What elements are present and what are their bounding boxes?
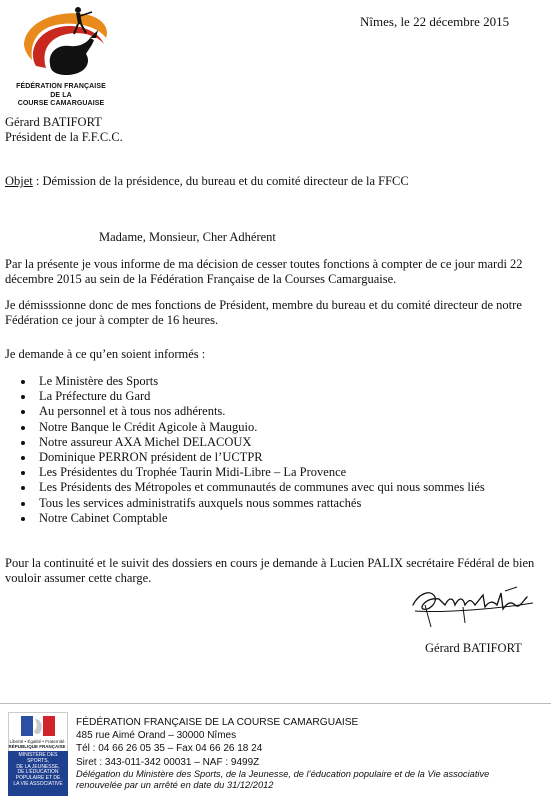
ministry-republic <box>8 739 66 749</box>
list-item: La Préfecture du Gard <box>21 389 485 404</box>
ministry-republic-text: RÉPUBLIQUE FRANÇAISE <box>8 744 66 749</box>
paragraph-inform: Je demande à ce qu’en soient informés : <box>5 347 206 361</box>
footer-delegation: Délégation du Ministère des Sports, de la Jeunesse, de l’éducation populaire et de la Vie associative <box>76 768 490 779</box>
list-item: Notre Banque le Crédit Agicole à Mauguio. <box>21 420 485 435</box>
list-item: Les Présidents des Métropoles et communautés de communes avec qui nous sommes liés <box>21 480 485 495</box>
recipients-list <box>21 374 485 526</box>
paragraph-resignation: Je démisssionne donc de mes fonctions de Président, membre du bureau et du comité directeur de notre Fédération ce jour à compter de 16 heures. <box>5 298 522 327</box>
sender-title: Président de la F.F.C.C. <box>5 130 123 144</box>
subject-label: Objet <box>5 174 33 188</box>
ministry-tag-line: LA VIE ASSOCIATIVE <box>13 780 63 787</box>
ministry-motto: Liberté • Égalité • Fraternité <box>9 739 65 744</box>
ministry-tag-line: MINISTÈRE DES SPORTS, <box>18 752 58 764</box>
ministry-tag-line: POPULAIRE ET DE <box>15 775 61 782</box>
marianne-icon <box>9 713 67 739</box>
footer-divider <box>0 703 551 704</box>
handwritten-signature <box>405 583 540 633</box>
footer-org: FÉDÉRATION FRANÇAISE DE LA COURSE CAMARGUAISE <box>76 717 359 728</box>
list-item: Notre assureur AXA Michel DELACOUX <box>21 435 485 450</box>
logo-text <box>6 83 116 109</box>
list-item: Au personnel et à tous nos adhérents. <box>21 404 485 419</box>
footer-siret: Siret : 343-011-342 00031 – NAF : 9499Z <box>76 756 260 768</box>
list-item: Tous les services administratifs auxquels nous sommes rattachés <box>21 496 485 511</box>
sender-name: Gérard BATIFORT <box>5 115 102 129</box>
list-item: Les Présidentes du Trophée Taurin Midi-Libre – La Provence <box>21 465 485 480</box>
paragraph-continuity: Pour la continuité et le suivit des dossiers en cours je demande à Lucien PALIX secrétaire Fédéral de bien vouloir assumer cette charge. <box>5 556 535 585</box>
greeting: Madame, Monsieur, Cher Adhérent <box>99 230 276 244</box>
list-item: Notre Cabinet Comptable <box>21 511 485 526</box>
footer-address: 485 rue Aimé Orand – 30000 Nîmes <box>76 730 237 742</box>
footer-phone: Tél : 04 66 26 05 35 – Fax 04 66 26 18 24 <box>76 743 263 755</box>
list-item: Le Ministère des Sports <box>21 374 485 389</box>
subject-line <box>5 174 409 189</box>
logo-line: FÉDÉRATION FRANÇAISE <box>16 83 106 90</box>
sender-block <box>5 115 123 145</box>
ministry-tag-line: DE LA JEUNESSE, <box>16 763 60 770</box>
logo-line: DE LA <box>50 91 72 99</box>
logo-line: COURSE CAMARGUAISE <box>17 100 105 107</box>
footer-delegation-date: renouvelée par un arrêté en date du 31/12/2012 <box>76 780 274 791</box>
footer-block <box>76 716 489 792</box>
place-date: Nîmes, le 22 décembre 2015 <box>360 14 510 29</box>
ministry-tag <box>8 751 68 796</box>
signer-name: Gérard BATIFORT <box>425 641 522 655</box>
ministry-tag-line: DE L’ÉDUCATION <box>17 769 59 776</box>
list-item: Dominique PERRON président de l’UCTPR <box>21 450 485 465</box>
paragraph-decision: Par la présente je vous informe de ma décision de cesser toutes fonctions à compter de ce jour mardi 22 décembre 2015 au sein de la Fédération Française de la Courses Camarguaise. <box>5 257 523 286</box>
subject-text: : Démission de la présidence, du bureau et du comité directeur de la FFCC <box>32 174 409 188</box>
